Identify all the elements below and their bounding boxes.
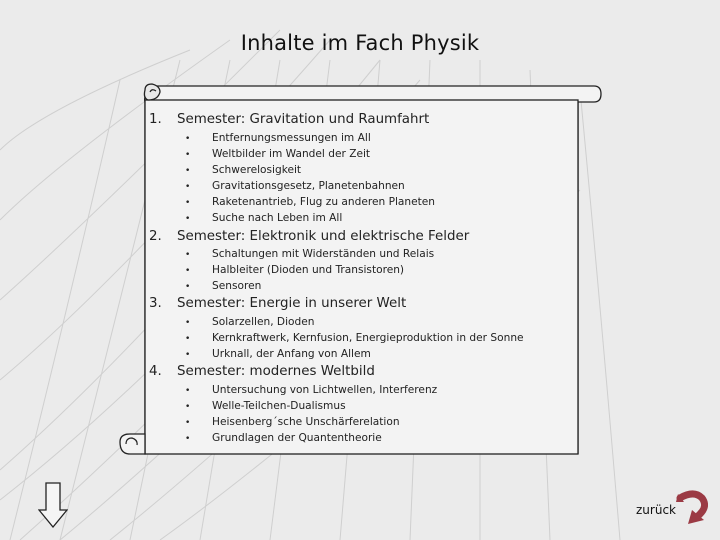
list-item xyxy=(185,414,400,431)
list-item xyxy=(185,330,524,347)
semester-title: Semester: Gravitation und Raumfahrt xyxy=(177,112,430,127)
bullet-icon: • xyxy=(185,350,191,360)
page-title: Inhalte im Fach Physik xyxy=(240,31,480,55)
semester-number: 1. xyxy=(149,112,162,127)
list-item xyxy=(185,162,301,179)
list-item xyxy=(185,314,314,331)
list-item xyxy=(185,346,371,363)
list-item-text: Urknall, der Anfang von Allem xyxy=(212,348,371,360)
list-item-text: Schwerelosigkeit xyxy=(212,164,302,176)
list-item-text: Grundlagen der Quantentheorie xyxy=(212,432,382,444)
list-item-text: Schaltungen mit Widerständen und Relais xyxy=(212,248,435,260)
list-item-text: Untersuchung von Lichtwellen, Interferenz xyxy=(212,384,438,396)
bullet-icon: • xyxy=(185,402,191,412)
semester-title: Semester: Elektronik und elektrische Felder xyxy=(177,229,470,244)
bullet-icon: • xyxy=(185,182,191,192)
back-button[interactable] xyxy=(636,488,708,528)
semester-title: Semester: modernes Weltbild xyxy=(177,364,375,379)
bullet-icon: • xyxy=(185,418,191,428)
list-item xyxy=(185,382,437,399)
list-item-text: Welle-Teilchen-Dualismus xyxy=(212,400,346,412)
semester-number: 3. xyxy=(149,296,162,311)
list-item xyxy=(185,210,342,227)
bullet-icon: • xyxy=(185,434,191,444)
bullet-icon: • xyxy=(185,266,191,276)
bullet-icon: • xyxy=(185,198,191,208)
list-item-text: Solarzellen, Dioden xyxy=(212,316,315,328)
bullet-icon: • xyxy=(185,334,191,344)
bullet-icon: • xyxy=(185,386,191,396)
list-item xyxy=(185,178,405,195)
semester-title: Semester: Energie in unserer Welt xyxy=(177,296,407,311)
bullet-icon: • xyxy=(185,214,191,224)
list-item-text: Gravitationsgesetz, Planetenbahnen xyxy=(212,180,405,192)
bullet-icon: • xyxy=(185,166,191,176)
back-label: zurück xyxy=(636,503,676,517)
bullet-icon: • xyxy=(185,150,191,160)
list-item-text: Halbleiter (Dioden und Transistoren) xyxy=(212,264,405,276)
semester-heading xyxy=(149,112,429,127)
list-item xyxy=(185,246,434,263)
semester-number: 2. xyxy=(149,229,162,244)
list-item xyxy=(185,398,346,415)
down-arrow-icon[interactable] xyxy=(38,482,68,528)
list-item-text: Raketenantrieb, Flug zu anderen Planeten xyxy=(212,196,436,208)
semester-heading xyxy=(149,296,406,311)
list-item xyxy=(185,146,370,163)
list-item-text: Suche nach Leben im All xyxy=(212,212,343,224)
list-item-text: Heisenberg´sche Unschärferelation xyxy=(212,416,400,428)
semester-heading xyxy=(149,229,469,244)
semester-number: 4. xyxy=(149,364,162,379)
bullet-icon: • xyxy=(185,250,191,260)
semester-heading xyxy=(149,364,375,379)
bullet-icon: • xyxy=(185,134,191,144)
list-item xyxy=(185,130,371,147)
list-item xyxy=(185,194,435,211)
list-item-text: Sensoren xyxy=(212,280,262,292)
list-item-text: Kernkraftwerk, Kernfusion, Energieproduktion in der Sonne xyxy=(212,332,524,344)
bullet-icon: • xyxy=(185,318,191,328)
list-item xyxy=(185,430,382,447)
list-item-text: Weltbilder im Wandel der Zeit xyxy=(212,148,371,160)
list-item xyxy=(185,278,261,295)
curved-return-arrow-icon xyxy=(674,488,708,530)
list-item xyxy=(185,262,404,279)
list-item-text: Entfernungsmessungen im All xyxy=(212,132,371,144)
bullet-icon: • xyxy=(185,282,191,292)
